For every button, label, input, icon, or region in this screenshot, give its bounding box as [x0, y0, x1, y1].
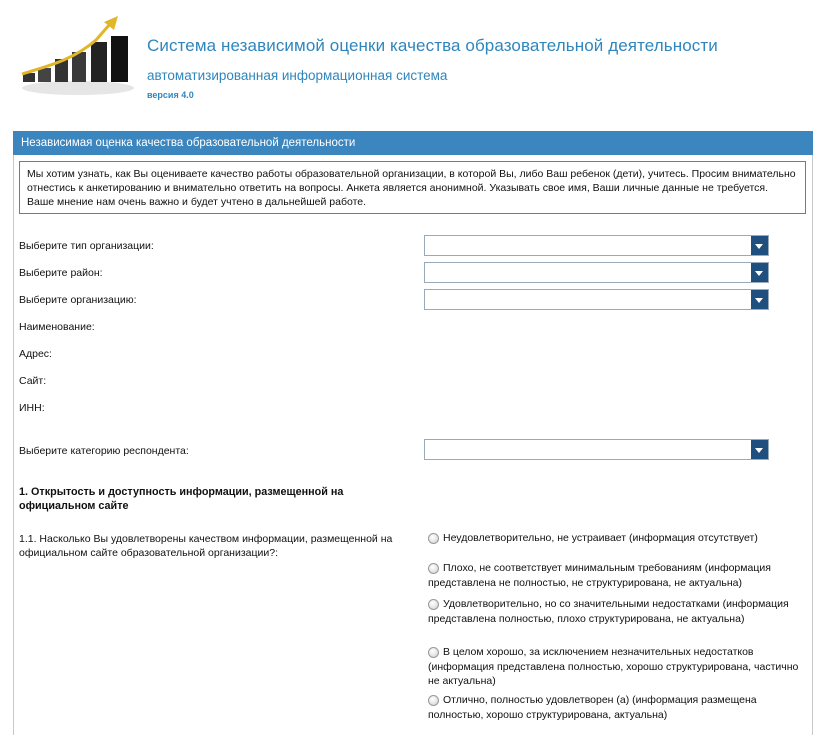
app-version: версия 4.0 — [147, 90, 194, 100]
org-type-label: Выберите тип организации: — [19, 240, 154, 252]
answer-option-label: Отлично, полностью удовлетворен (а) (информация размещена полностью, хорошо структурирована, актуальна) — [428, 694, 757, 721]
inn-label: ИНН: — [19, 402, 45, 414]
organization-label: Выберите организацию: — [19, 294, 137, 306]
radio-button[interactable] — [428, 563, 439, 574]
app-subtitle: автоматизированная информационная система — [147, 68, 448, 83]
address-label: Адрес: — [19, 348, 52, 360]
growth-chart-logo-icon — [18, 12, 136, 98]
answer-option-label: Неудовлетворительно, не устраивает (информация отсутствует) — [443, 532, 758, 544]
district-select[interactable] — [424, 262, 769, 283]
radio-button[interactable] — [428, 695, 439, 706]
section-1-title: 1. Открытость и доступность информации, размещенной на официальном сайте — [19, 486, 344, 512]
answer-option-label: В целом хорошо, за исключением незначительных недостатков (информация представлена полностью, хорошо структурирована, частично не актуальна) — [428, 646, 799, 687]
radio-button[interactable] — [428, 599, 439, 610]
app-title: Система независимой оценки качества образовательной деятельности — [147, 36, 718, 55]
organization-select[interactable] — [424, 289, 769, 310]
district-label: Выберите район: — [19, 267, 103, 279]
name-label: Наименование: — [19, 321, 95, 333]
answer-option[interactable] — [428, 645, 803, 689]
answer-option[interactable] — [428, 693, 803, 722]
answer-option-label: Удовлетворительно, но со значительными недостатками (информация представлена полностью, плохо структурирована, не актуальна) — [428, 598, 789, 625]
org-type-select[interactable] — [424, 235, 769, 256]
intro-text: Мы хотим узнать, как Вы оцениваете качество работы образовательной организации, в которой Вы, либо Ваш ребенок (дети), учитесь. Просим внимательно отнестись к анкетированию и внимательно ответить на вопросы. Анкета является анонимной. Указывать свое имя, Ваши личные данные не требуется. Ваше мнение нам очень важно и будет учтено в дальнейшей работе. — [19, 161, 806, 214]
radio-button[interactable] — [428, 647, 439, 658]
site-label: Сайт: — [19, 375, 47, 387]
question-1-1: 1.1. Насколько Вы удовлетворены качеством информации, размещенной на официальном сайте образовательной организации?: — [19, 533, 393, 559]
answer-option[interactable] — [428, 597, 803, 626]
respondent-category-select[interactable] — [424, 439, 769, 460]
radio-button[interactable] — [428, 533, 439, 544]
chevron-down-icon[interactable] — [751, 290, 768, 309]
chevron-down-icon[interactable] — [751, 263, 768, 282]
answer-option-label: Плохо, не соответствует минимальным требованиям (информация представлена не полностью, не структурирована, не актуальна) — [428, 562, 771, 589]
answer-option[interactable] — [428, 531, 803, 546]
chevron-down-icon[interactable] — [751, 236, 768, 255]
chevron-down-icon[interactable] — [751, 440, 768, 459]
panel-title: Независимая оценка качества образовательной деятельности — [13, 131, 813, 155]
respondent-category-label: Выберите категорию респондента: — [19, 445, 189, 457]
answer-option[interactable] — [428, 561, 803, 590]
